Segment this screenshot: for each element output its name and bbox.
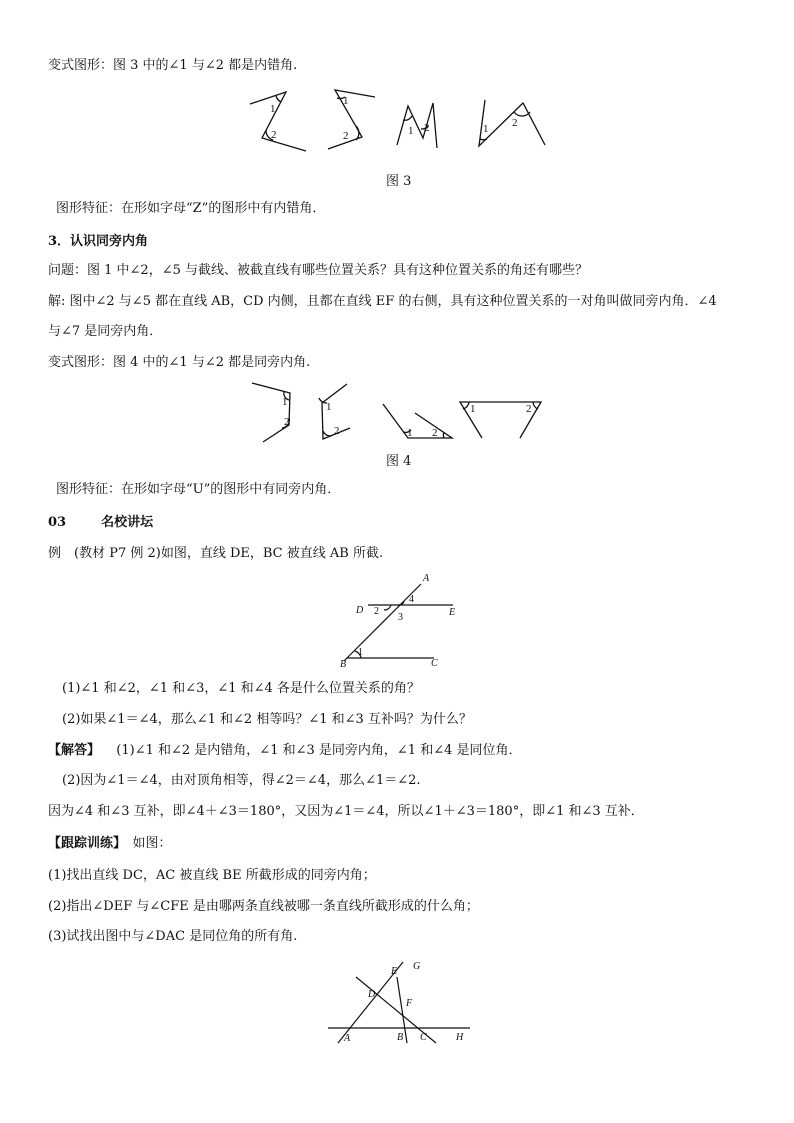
variant-figure-4-text: 变式图形：图 4 中的∠1 与∠2 都是同旁内角. <box>48 355 311 370</box>
label-H: H <box>456 1032 464 1043</box>
label-B: B <box>340 659 347 670</box>
answer-line-3: 因为∠4 和∠3 互补，即∠4＋∠3＝180°，又因为∠1＝∠4，所以∠1＋∠3＝180°，即∠1 和∠3 互补． <box>48 804 644 819</box>
tracking-tail: 如图： <box>119 836 172 851</box>
label-1: 1 <box>408 125 414 137</box>
label-1: 1 <box>483 123 489 135</box>
label-2: 2 <box>343 130 349 142</box>
label-E: E <box>391 966 398 977</box>
label-2: 2 <box>432 427 438 439</box>
example-question-2: (2)如果∠1＝∠4，那么∠1 和∠2 相等吗？∠1 和∠3 互补吗？为什么？ <box>62 712 472 727</box>
label-A: A <box>423 573 430 584</box>
label-4: 4 <box>409 594 414 605</box>
tracking-question-3: (3)试找出图中与∠DAC 是同位角的所有角. <box>48 929 298 944</box>
variant-figure-3-text: 变式图形：图 3 中的∠1 与∠2 都是内错角. <box>48 58 298 73</box>
answer-3-line-1: 解: 图中∠2 与∠5 都在直线 AB，CD 内侧，且都在直线 EF 的右侧，具有这种位置关系的一对角叫做同旁内角．∠4 <box>48 294 717 309</box>
label-1: 1 <box>358 647 363 658</box>
label-1: 1 <box>270 103 276 115</box>
answer-label: 【解答】 <box>48 743 101 758</box>
label-A: A <box>344 1033 351 1044</box>
label-1: 1 <box>407 427 413 439</box>
label-2: 2 <box>512 117 518 129</box>
label-1: 1 <box>326 401 332 413</box>
label-2: 2 <box>526 403 532 415</box>
feature-z-text: 图形特征：在形如字母“Z”的图形中有内错角． <box>56 201 326 216</box>
label-D: D <box>356 605 364 616</box>
label-1: 1 <box>343 95 349 107</box>
label-2: 2 <box>284 416 290 428</box>
label-D: D <box>368 989 376 1000</box>
example-intro: 例 (教材 P7 例 2)如图，直线 DE，BC 被直线 AB 所截. <box>48 546 384 561</box>
heading-same-side-interior: 3．认识同旁内角 <box>48 234 149 249</box>
answer-text-1: (1)∠1 和∠2 是内错角，∠1 和∠3 是同旁内角，∠1 和∠4 是同位角． <box>116 743 522 758</box>
example-question-1: (1)∠1 和∠2，∠1 和∠3，∠1 和∠4 各是什么位置关系的角？ <box>62 681 420 696</box>
tracking-question-2: (2)指出∠DEF 与∠CFE 是由哪两条直线被哪一条直线所截形成的什么角； <box>48 899 479 914</box>
label-3: 3 <box>398 612 403 623</box>
label-2: 2 <box>334 425 340 437</box>
feature-u-text: 图形特征：在形如字母“U”的图形中有同旁内角． <box>56 482 341 497</box>
figure-4-caption: 图 4 <box>386 454 412 469</box>
label-2: 2 <box>424 122 430 134</box>
question-3: 问题：图 1 中∠2，∠5 与截线、被截直线有哪些位置关系？具有这种位置关系的角还有哪些？ <box>48 263 588 278</box>
label-2: 2 <box>374 606 379 617</box>
label-E: E <box>449 607 456 618</box>
label-G: G <box>413 961 421 972</box>
tracking-question-1: (1)找出直线 DC，AC 被直线 BE 所截形成的同旁内角； <box>48 868 376 883</box>
label-1: 1 <box>470 403 476 415</box>
label-1: 1 <box>282 396 288 408</box>
label-C: C <box>420 1032 427 1043</box>
answer-3-line-2: 与∠7 是同旁内角． <box>48 324 163 339</box>
figure-3-caption: 图 3 <box>386 174 412 189</box>
label-C: C <box>431 658 438 669</box>
label-2: 2 <box>271 129 277 141</box>
section-title: 名校讲坛 <box>101 515 154 530</box>
label-B: B <box>397 1032 404 1043</box>
answer-line-2: (2)因为∠1＝∠4，由对顶角相等，得∠2＝∠4，那么∠1＝∠2. <box>62 773 421 788</box>
section-number: 03 <box>48 515 67 530</box>
label-F: F <box>406 998 413 1009</box>
tracking-label: 【跟踪训练】 <box>48 836 120 851</box>
